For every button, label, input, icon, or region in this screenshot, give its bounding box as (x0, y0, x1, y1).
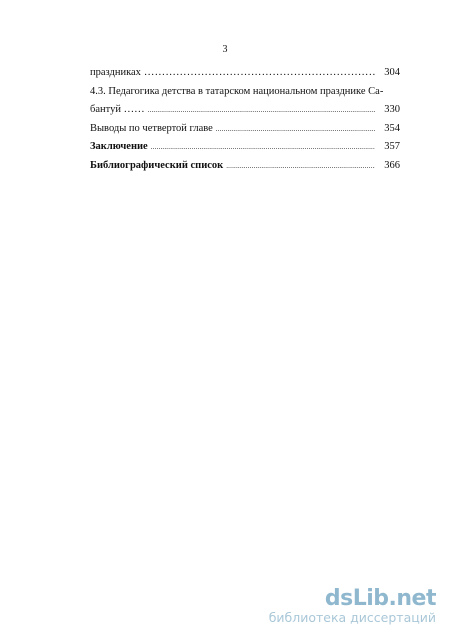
page-number: 3 (222, 44, 228, 55)
toc-page-number: 366 (384, 159, 400, 171)
toc-page-number: 357 (384, 141, 400, 153)
toc-page-number: 330 (384, 104, 400, 116)
toc-dot-leader (226, 157, 375, 176)
watermark-logo: dsLib.net (324, 586, 436, 611)
toc-entry-title: Заключение (90, 141, 148, 153)
dslib-watermark (269, 588, 436, 625)
table-of-contents (90, 64, 400, 176)
toc-entry-chapter4-conclusions (90, 120, 400, 139)
toc-dot-leader (144, 64, 375, 83)
toc-entry-title-continued: бантуй …… (90, 104, 145, 116)
toc-page-number: 304 (384, 67, 400, 78)
watermark-subtitle: библиотека диссертаций (268, 610, 436, 625)
toc-entry-title: Выводы по четвертой главе (90, 122, 213, 134)
toc-entry-title: 4.3. Педагогика детства в татарском национальном празднике Са- (90, 85, 384, 97)
toc-dot-leader (148, 101, 375, 120)
toc-entry-sabantuy (90, 83, 400, 120)
toc-dot-leader (216, 120, 375, 139)
toc-entry-title: праздниках (90, 67, 141, 78)
toc-entry-bibliography (90, 157, 400, 176)
toc-entry-conclusion (90, 138, 400, 157)
toc-dot-leader (151, 138, 375, 157)
toc-entry-holidays (90, 64, 400, 83)
toc-entry-title: Библиографический список (90, 159, 224, 171)
toc-page-number: 354 (384, 122, 400, 134)
